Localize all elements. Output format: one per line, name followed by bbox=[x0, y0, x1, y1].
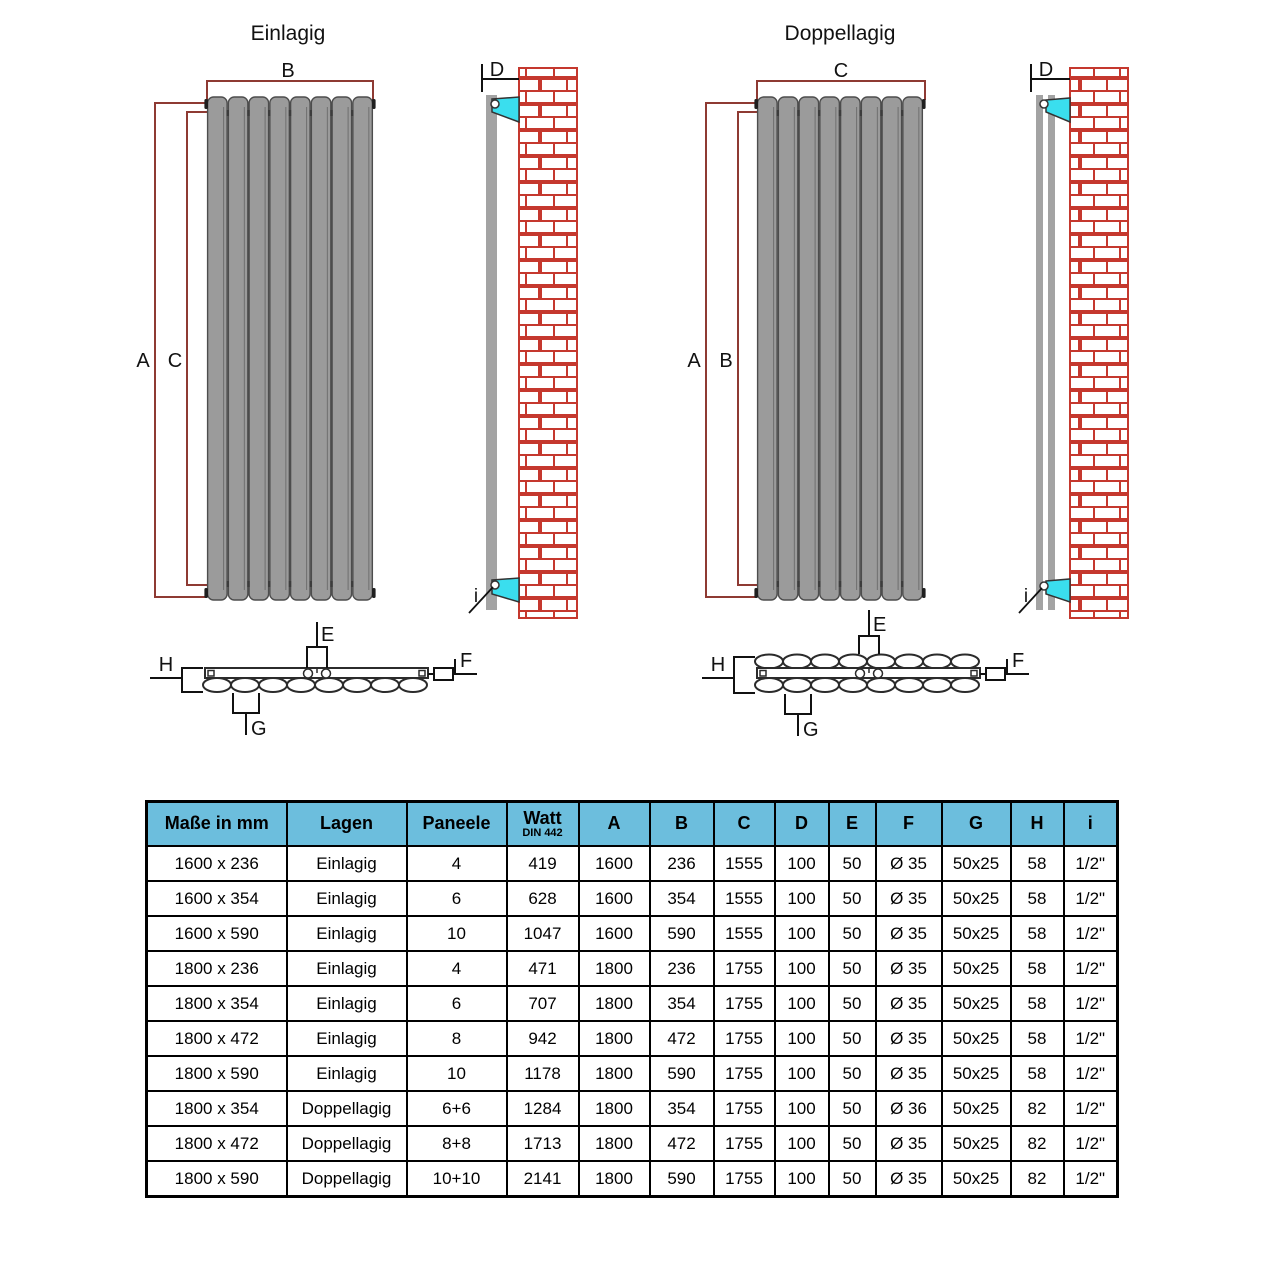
depth-dim-bracket bbox=[182, 668, 203, 692]
table-cell: 82 bbox=[1011, 1161, 1064, 1197]
table-cell: Ø 35 bbox=[876, 951, 942, 986]
table-row bbox=[147, 986, 1118, 1021]
table-cell: 1/2" bbox=[1064, 1056, 1118, 1091]
table-cell: 354 bbox=[650, 1091, 714, 1126]
table-cell: 50x25 bbox=[942, 1126, 1011, 1161]
table-cell: 1800 bbox=[579, 1091, 650, 1126]
table-cell: 590 bbox=[650, 1161, 714, 1197]
table-cell: Ø 35 bbox=[876, 846, 942, 881]
table-cell: 1600 bbox=[579, 916, 650, 951]
table-cell: 50 bbox=[829, 951, 876, 986]
diagram-title: Einlagig bbox=[250, 22, 326, 45]
table-cell: 1755 bbox=[714, 986, 775, 1021]
table-cell: 10+10 bbox=[407, 1161, 507, 1197]
diagram-doppellagig bbox=[687, 22, 1128, 741]
table-cell: Ø 35 bbox=[876, 1126, 942, 1161]
table-cell: 1800 bbox=[579, 1161, 650, 1197]
table-cell: 590 bbox=[650, 1056, 714, 1091]
table-cell: 1600 bbox=[579, 846, 650, 881]
table-cell: 50x25 bbox=[942, 881, 1011, 916]
table-cell: 1800 x 354 bbox=[147, 986, 287, 1021]
table-cell: 1800 x 590 bbox=[147, 1161, 287, 1197]
connection-port bbox=[304, 669, 313, 678]
table-row bbox=[147, 881, 1118, 916]
table-cell: 471 bbox=[507, 951, 579, 986]
connection-port bbox=[322, 669, 331, 678]
table-cell: Ø 36 bbox=[876, 1091, 942, 1126]
connection-port bbox=[874, 669, 883, 678]
inner-height-label: C bbox=[167, 350, 183, 372]
bracket-screw-top bbox=[491, 100, 499, 108]
table-cell: 1/2" bbox=[1064, 1126, 1118, 1161]
table-cell: 942 bbox=[507, 1021, 579, 1056]
table-cell: Einlagig bbox=[287, 916, 407, 951]
table-cell: 236 bbox=[650, 846, 714, 881]
table-cell: 50 bbox=[829, 1126, 876, 1161]
table-cell: 100 bbox=[775, 1126, 829, 1161]
depth-dim-label: H bbox=[158, 654, 174, 676]
depth-dim-bracket bbox=[734, 657, 755, 693]
column-header: F bbox=[876, 802, 942, 847]
table-cell: 1555 bbox=[714, 916, 775, 951]
diagram-einlagig bbox=[136, 22, 577, 740]
table-cell: 1755 bbox=[714, 1126, 775, 1161]
table-cell: 58 bbox=[1011, 881, 1064, 916]
table-cell: 1800 bbox=[579, 1021, 650, 1056]
table-cell: Ø 35 bbox=[876, 1056, 942, 1091]
table-cell: 50 bbox=[829, 1021, 876, 1056]
table-cell: 1755 bbox=[714, 1021, 775, 1056]
table-cell: Einlagig bbox=[287, 1056, 407, 1091]
table-row bbox=[147, 1161, 1118, 1197]
collector-dim-bracket bbox=[307, 647, 327, 668]
table-cell: 1800 bbox=[579, 1126, 650, 1161]
table-cell: 1600 x 354 bbox=[147, 881, 287, 916]
table-cell: 1047 bbox=[507, 916, 579, 951]
table-cell: Einlagig bbox=[287, 881, 407, 916]
table-cell: Einlagig bbox=[287, 986, 407, 1021]
table-cell: Ø 35 bbox=[876, 1161, 942, 1197]
table-cell: 50x25 bbox=[942, 916, 1011, 951]
table-cell: 100 bbox=[775, 1056, 829, 1091]
column-header: i bbox=[1064, 802, 1118, 847]
table-cell: 100 bbox=[775, 881, 829, 916]
table-row bbox=[147, 1021, 1118, 1056]
table-cell: 1800 x 590 bbox=[147, 1056, 287, 1091]
spec-table bbox=[145, 800, 1119, 1198]
side-dim-label: F bbox=[460, 650, 473, 672]
table-cell: 1/2" bbox=[1064, 986, 1118, 1021]
table-cell: 58 bbox=[1011, 1056, 1064, 1091]
panel-ovals-row-front bbox=[755, 655, 979, 669]
table-cell: 628 bbox=[507, 881, 579, 916]
table-cell: Ø 35 bbox=[876, 916, 942, 951]
inner-height-dimension-line bbox=[187, 112, 207, 585]
table-cell: 472 bbox=[650, 1126, 714, 1161]
table-cell: 50 bbox=[829, 846, 876, 881]
table-cell: Doppellagig bbox=[287, 1091, 407, 1126]
table-cell: 590 bbox=[650, 916, 714, 951]
table-cell: Einlagig bbox=[287, 951, 407, 986]
wall-distance-label: D bbox=[489, 59, 505, 81]
table-cell: 1/2" bbox=[1064, 951, 1118, 986]
table-cell: 707 bbox=[507, 986, 579, 1021]
table-cell: 8 bbox=[407, 1021, 507, 1056]
brick-wall bbox=[519, 68, 577, 618]
table-cell: 1/2" bbox=[1064, 1021, 1118, 1056]
table-cell: Einlagig bbox=[287, 1021, 407, 1056]
table-cell: 419 bbox=[507, 846, 579, 881]
table-cell: 100 bbox=[775, 951, 829, 986]
diagram-title: Doppellagig bbox=[784, 22, 896, 45]
table-cell: 50x25 bbox=[942, 986, 1011, 1021]
table-cell: Einlagig bbox=[287, 846, 407, 881]
panel-ovals-row bbox=[203, 678, 427, 692]
table-cell: 1800 x 472 bbox=[147, 1021, 287, 1056]
table-cell: 50x25 bbox=[942, 846, 1011, 881]
bracket-label: i bbox=[1023, 586, 1029, 607]
column-header: D bbox=[775, 802, 829, 847]
table-row bbox=[147, 951, 1118, 986]
column-header: A bbox=[579, 802, 650, 847]
table-cell: 1/2" bbox=[1064, 1161, 1118, 1197]
panel-dim-bracket bbox=[785, 694, 811, 714]
table-cell: 8+8 bbox=[407, 1126, 507, 1161]
table-cell: 1178 bbox=[507, 1056, 579, 1091]
table-cell: 50 bbox=[829, 986, 876, 1021]
width-dimension-label: B bbox=[281, 60, 295, 82]
column-header: C bbox=[714, 802, 775, 847]
table-cell: 6 bbox=[407, 881, 507, 916]
table-cell: 58 bbox=[1011, 986, 1064, 1021]
table-cell: 1713 bbox=[507, 1126, 579, 1161]
spec-table-header-row bbox=[147, 802, 1118, 847]
column-header: Watt DIN 442 bbox=[507, 802, 579, 847]
side-dim-label: F bbox=[1012, 650, 1025, 672]
side-dim-box bbox=[434, 668, 453, 680]
panel-dim-bracket bbox=[233, 693, 259, 713]
table-cell: 1800 bbox=[579, 951, 650, 986]
depth-dim-label: H bbox=[710, 654, 726, 676]
table-cell: 2141 bbox=[507, 1161, 579, 1197]
table-cell: 1800 bbox=[579, 1056, 650, 1091]
table-row bbox=[147, 846, 1118, 881]
table-cell: 50x25 bbox=[942, 1161, 1011, 1197]
column-header: E bbox=[829, 802, 876, 847]
table-cell: 10 bbox=[407, 916, 507, 951]
brick-wall bbox=[1070, 68, 1128, 618]
table-cell: 100 bbox=[775, 846, 829, 881]
table-cell: 1555 bbox=[714, 881, 775, 916]
table-row bbox=[147, 1056, 1118, 1091]
width-dimension-label: C bbox=[833, 60, 849, 82]
table-cell: 50 bbox=[829, 1161, 876, 1197]
table-cell: 236 bbox=[650, 951, 714, 986]
table-cell: 100 bbox=[775, 916, 829, 951]
table-cell: 50x25 bbox=[942, 1056, 1011, 1091]
column-header: Maße in mm bbox=[147, 802, 287, 847]
table-cell: 354 bbox=[650, 986, 714, 1021]
panel-dim-label: G bbox=[251, 718, 267, 740]
table-cell: 50x25 bbox=[942, 951, 1011, 986]
table-cell: 100 bbox=[775, 1161, 829, 1197]
table-cell: 58 bbox=[1011, 951, 1064, 986]
table-cell: 50x25 bbox=[942, 1091, 1011, 1126]
table-cell: 82 bbox=[1011, 1126, 1064, 1161]
radiator-side-profile bbox=[486, 95, 497, 610]
table-cell: 1600 x 236 bbox=[147, 846, 287, 881]
table-cell: 1/2" bbox=[1064, 881, 1118, 916]
table-cell: 58 bbox=[1011, 846, 1064, 881]
table-cell: 100 bbox=[775, 1021, 829, 1056]
column-header: Lagen bbox=[287, 802, 407, 847]
table-cell: 1800 x 472 bbox=[147, 1126, 287, 1161]
column-header: Paneele bbox=[407, 802, 507, 847]
collector-dim-bracket bbox=[859, 636, 879, 654]
table-cell: 1/2" bbox=[1064, 916, 1118, 951]
outer-height-label: A bbox=[136, 350, 150, 372]
radiator-side-profile bbox=[1048, 95, 1055, 610]
table-cell: 82 bbox=[1011, 1091, 1064, 1126]
inner-height-label: B bbox=[719, 350, 733, 372]
table-cell: 1755 bbox=[714, 951, 775, 986]
table-cell: 1800 x 354 bbox=[147, 1091, 287, 1126]
side-dim-box bbox=[986, 668, 1005, 680]
table-cell: Ø 35 bbox=[876, 986, 942, 1021]
column-header: H bbox=[1011, 802, 1064, 847]
table-cell: 1755 bbox=[714, 1161, 775, 1197]
radiator-front-view bbox=[204, 97, 375, 600]
table-cell: Doppellagig bbox=[287, 1126, 407, 1161]
table-cell: 50x25 bbox=[942, 1021, 1011, 1056]
table-cell: 1284 bbox=[507, 1091, 579, 1126]
bracket-screw-top bbox=[1040, 100, 1048, 108]
table-cell: 50 bbox=[829, 881, 876, 916]
table-cell: 100 bbox=[775, 1091, 829, 1126]
panel-ovals-row-back bbox=[755, 678, 979, 692]
table-cell: 1755 bbox=[714, 1056, 775, 1091]
connection-port bbox=[856, 669, 865, 678]
column-header: B bbox=[650, 802, 714, 847]
table-row bbox=[147, 1091, 1118, 1126]
table-cell: 4 bbox=[407, 846, 507, 881]
table-cell: 1/2" bbox=[1064, 846, 1118, 881]
collector-dim-label: E bbox=[873, 614, 887, 636]
bracket-label: i bbox=[473, 586, 479, 607]
table-row bbox=[147, 1126, 1118, 1161]
table-cell: 6 bbox=[407, 986, 507, 1021]
table-cell: Doppellagig bbox=[287, 1161, 407, 1197]
table-cell: 1600 x 590 bbox=[147, 916, 287, 951]
table-row bbox=[147, 916, 1118, 951]
table-cell: 6+6 bbox=[407, 1091, 507, 1126]
table-cell: 1600 bbox=[579, 881, 650, 916]
table-cell: 354 bbox=[650, 881, 714, 916]
table-cell: 4 bbox=[407, 951, 507, 986]
table-cell: 58 bbox=[1011, 916, 1064, 951]
table-cell: 1800 x 236 bbox=[147, 951, 287, 986]
table-cell: 50 bbox=[829, 916, 876, 951]
table-cell: Ø 35 bbox=[876, 881, 942, 916]
table-cell: 50 bbox=[829, 1056, 876, 1091]
panel-dim-label: G bbox=[803, 719, 819, 741]
radiator-front-view bbox=[754, 97, 925, 600]
table-cell: 1555 bbox=[714, 846, 775, 881]
table-cell: 50 bbox=[829, 1091, 876, 1126]
table-cell: 1/2" bbox=[1064, 1091, 1118, 1126]
outer-height-label: A bbox=[687, 350, 701, 372]
table-cell: 1755 bbox=[714, 1091, 775, 1126]
wall-distance-label: D bbox=[1038, 59, 1054, 81]
column-header: G bbox=[942, 802, 1011, 847]
table-cell: 100 bbox=[775, 986, 829, 1021]
table-cell: Ø 35 bbox=[876, 1021, 942, 1056]
radiator-side-profile bbox=[1036, 95, 1043, 610]
table-cell: 1800 bbox=[579, 986, 650, 1021]
inner-height-dimension-line bbox=[738, 112, 757, 585]
table-cell: 472 bbox=[650, 1021, 714, 1056]
table-cell: 58 bbox=[1011, 1021, 1064, 1056]
spec-table-body bbox=[147, 846, 1118, 1197]
table-cell: 10 bbox=[407, 1056, 507, 1091]
collector-dim-label: E bbox=[321, 624, 335, 646]
